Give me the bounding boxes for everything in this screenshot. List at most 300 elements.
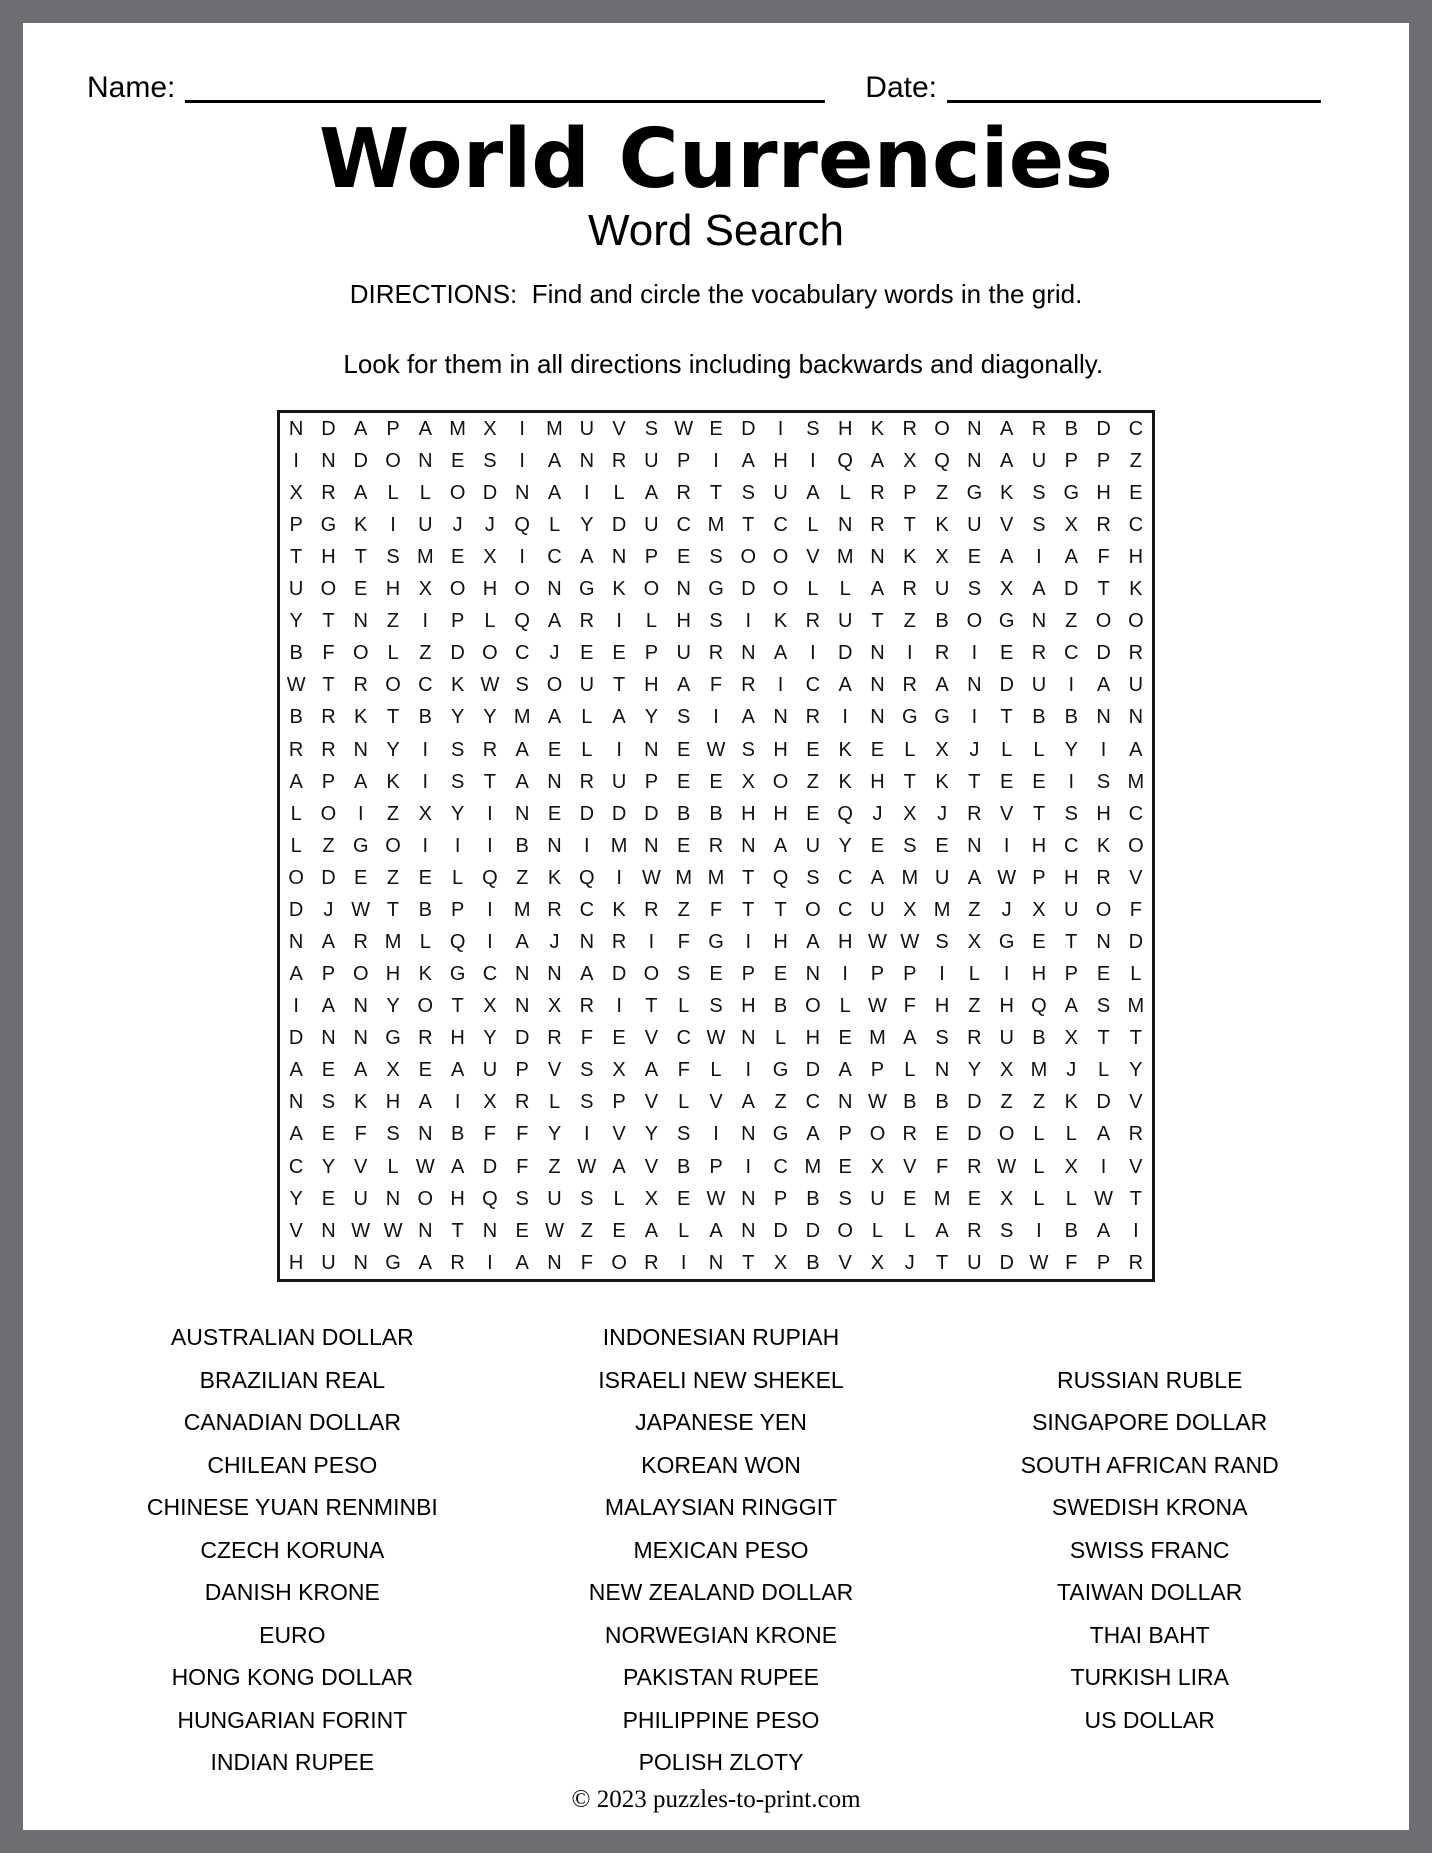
grid-cell: W	[415, 1155, 435, 1178]
grid-cell: Z	[968, 898, 981, 921]
word-item: SWISS FRANC	[1069, 1536, 1230, 1563]
grid-cell: D	[321, 866, 336, 889]
grid-cell: C	[805, 674, 821, 697]
grid-cell: P	[644, 770, 659, 793]
grid-cell: X	[418, 802, 432, 825]
grid-cell: U	[967, 1251, 982, 1274]
grid-cell: R	[579, 995, 595, 1018]
grid-cell: O	[837, 1219, 853, 1242]
grid-cell: S	[935, 1027, 949, 1050]
grid-cell: N	[353, 995, 368, 1018]
grid-cell: T	[742, 898, 755, 921]
grid-cell: I	[713, 1123, 719, 1146]
grid-cell: D	[482, 1155, 498, 1178]
grid-cell: B	[677, 1155, 691, 1178]
grid-cell: I	[842, 963, 848, 986]
grid-cell: E	[612, 1027, 626, 1050]
grid-cell: T	[709, 481, 723, 504]
grid-cell: A	[547, 481, 562, 504]
grid-cell: P	[321, 963, 336, 986]
grid-cell: Y	[580, 514, 594, 537]
grid-cell: I	[487, 834, 493, 857]
grid-cell: L	[710, 1059, 722, 1082]
grid-cell: W	[1029, 1251, 1049, 1274]
grid-cell: N	[837, 1091, 853, 1114]
grid-cell: R	[611, 449, 627, 472]
grid-cell: I	[1036, 1219, 1042, 1242]
grid-cell: A	[644, 1219, 659, 1242]
grid-cell: Z	[903, 610, 916, 633]
grid-cell: F	[677, 1059, 690, 1082]
grid-cell: A	[644, 1059, 659, 1082]
grid-cell: F	[677, 930, 690, 953]
grid-cell: L	[1130, 963, 1142, 986]
grid-cell: U	[999, 1027, 1014, 1050]
grid-cell: N	[870, 674, 885, 697]
grid-cell: C	[773, 1155, 788, 1178]
grid-cell: C	[288, 1155, 304, 1178]
word-item: THAI BAHT	[1089, 1621, 1210, 1648]
grid-cell: Y	[450, 706, 465, 729]
grid-cell: W	[641, 866, 661, 889]
grid-cell: F	[516, 1123, 529, 1146]
grid-cell: X	[935, 546, 949, 569]
grid-cell: N	[288, 930, 304, 953]
grid-cell: X	[999, 1059, 1014, 1082]
grid-cell: I	[939, 963, 945, 986]
grid-cell: X	[644, 1187, 659, 1210]
grid-cell: A	[354, 481, 368, 504]
grid-cell: N	[547, 770, 562, 793]
grid-cell: I	[1036, 546, 1042, 569]
grid-cell: L	[807, 514, 819, 537]
grid-cell: O	[869, 1123, 886, 1146]
grid-cell: N	[773, 706, 788, 729]
grid-cell: K	[354, 706, 368, 729]
grid-cell: H	[837, 417, 853, 440]
grid-cell: T	[1097, 1027, 1110, 1050]
word-item: NEW ZEALAND DOLLAR	[588, 1579, 854, 1606]
grid-cell: N	[741, 1027, 756, 1050]
grid-cell: I	[519, 449, 525, 472]
grid-cell: Z	[677, 898, 690, 921]
grid-cell: I	[971, 642, 978, 665]
grid-cell: S	[709, 995, 723, 1018]
grid-cell: O	[805, 898, 821, 921]
directions-line-2: Look for them in all directions including backwards and diagonally.	[343, 349, 1104, 380]
grid-cell: A	[450, 1155, 465, 1178]
grid-cell: E	[677, 770, 691, 793]
grid-cell: M	[416, 546, 434, 569]
grid-cell: E	[547, 738, 562, 761]
grid-cell: J	[549, 642, 560, 665]
name-label: Name:	[87, 71, 176, 104]
grid-cell: H	[773, 449, 788, 472]
grid-cell: N	[741, 1219, 756, 1242]
grid-cell: U	[805, 834, 821, 857]
grid-cell: T	[386, 898, 400, 921]
grid-cell: U	[870, 898, 885, 921]
grid-cell: P	[903, 963, 917, 986]
grid-cell: H	[482, 578, 498, 601]
word-list-column-2	[507, 1316, 936, 1784]
grid-cell: K	[773, 610, 788, 633]
grid-cell: E	[870, 834, 885, 857]
grid-cell: L	[387, 642, 399, 665]
grid-cell: P	[321, 770, 336, 793]
grid-cell: P	[1064, 449, 1078, 472]
grid-cell: L	[678, 1091, 690, 1114]
grid-cell: A	[999, 417, 1014, 440]
grid-cell: S	[741, 738, 755, 761]
grid-cell: L	[1065, 1187, 1077, 1210]
grid-cell: B	[418, 706, 432, 729]
grid-cell: E	[903, 1187, 917, 1210]
grid-cell: E	[935, 1123, 949, 1146]
grid-cell: S	[806, 866, 820, 889]
grid-cell: O	[1095, 610, 1112, 633]
grid-cell: N	[514, 963, 530, 986]
grid-cell: L	[678, 995, 690, 1018]
grid-cell: W	[706, 1187, 726, 1210]
grid-cell: I	[842, 706, 848, 729]
grid-cell: F	[1065, 1251, 1078, 1274]
grid-cell: Z	[968, 995, 981, 1018]
grid-cell: X	[289, 481, 303, 504]
grid-cell: H	[773, 930, 788, 953]
grid-cell: P	[644, 546, 659, 569]
grid-cell: E	[321, 1123, 336, 1146]
grid-cell: N	[805, 963, 821, 986]
grid-cell: F	[354, 1123, 367, 1146]
grid-cell: D	[805, 1059, 821, 1082]
date-label: Date:	[865, 71, 937, 104]
grid-cell: J	[872, 802, 883, 825]
grid-cell: Z	[1032, 1091, 1046, 1114]
grid-cell: M	[707, 514, 725, 537]
grid-cell: V	[644, 1091, 659, 1114]
grid-cell: R	[676, 481, 691, 504]
grid-cell: A	[903, 1027, 917, 1050]
grid-cell: N	[353, 610, 368, 633]
grid-cell: H	[870, 770, 885, 793]
grid-cell: Q	[579, 866, 595, 889]
grid-cell: L	[1033, 1123, 1045, 1146]
grid-cell: Y	[450, 802, 465, 825]
grid-cell: A	[580, 963, 594, 986]
grid-cell: W	[286, 674, 306, 697]
grid-cell: E	[677, 546, 691, 569]
grid-cell: O	[772, 546, 789, 569]
grid-cell: A	[321, 930, 336, 953]
grid-cell: D	[353, 449, 368, 472]
grid-cell: K	[903, 546, 917, 569]
grid-cell: D	[741, 578, 756, 601]
grid-cell: A	[773, 642, 788, 665]
grid-cell: J	[937, 802, 948, 825]
word-item: INDIAN RUPEE	[210, 1749, 375, 1776]
grid-cell: Z	[419, 642, 432, 665]
grid-cell: R	[902, 417, 917, 440]
grid-cell: I	[487, 930, 493, 953]
grid-cell: B	[1064, 1219, 1078, 1242]
grid-cell: B	[935, 1091, 949, 1114]
grid-cell: L	[613, 481, 625, 504]
word-item: DANISH KRONE	[204, 1579, 380, 1606]
grid-cell: N	[385, 1187, 401, 1210]
grid-cell: N	[514, 802, 530, 825]
grid-cell: E	[677, 1187, 691, 1210]
word-item: RUSSIAN RUBLE	[1057, 1366, 1243, 1393]
grid-cell: E	[580, 642, 594, 665]
grid-cell: O	[805, 995, 821, 1018]
grid-cell: T	[322, 674, 335, 697]
grid-cell: I	[422, 834, 429, 857]
grid-cell: U	[611, 770, 627, 793]
grid-cell: B	[1032, 1027, 1046, 1050]
grid-cell: O	[320, 578, 337, 601]
grid-cell: P	[870, 963, 885, 986]
grid-cell: R	[708, 642, 724, 665]
grid-cell: E	[547, 802, 562, 825]
grid-cell: V	[709, 1091, 723, 1114]
grid-cell: S	[386, 1123, 400, 1146]
grid-cell: D	[1064, 578, 1079, 601]
word-item: SWEDISH KRONA	[1051, 1494, 1248, 1521]
grid-cell: V	[903, 1155, 917, 1178]
grid-cell: T	[451, 995, 464, 1018]
grid-cell: Y	[967, 1059, 982, 1082]
grid-cell: X	[483, 417, 497, 440]
grid-cell: S	[450, 738, 465, 761]
grid-cell: X	[1064, 1155, 1078, 1178]
grid-cell: N	[514, 481, 530, 504]
grid-cell: U	[934, 866, 950, 889]
grid-cell: C	[514, 642, 530, 665]
grid-cell: X	[418, 578, 432, 601]
grid-cell: N	[353, 1251, 368, 1274]
grid-cell: Y	[644, 706, 659, 729]
grid-cell: X	[483, 546, 497, 569]
grid-cell: U	[547, 1187, 562, 1210]
grid-cell: A	[547, 706, 562, 729]
grid-cell: Z	[1065, 610, 1078, 633]
grid-cell: E	[321, 1187, 336, 1210]
grid-cell: S	[677, 963, 691, 986]
grid-cell: P	[773, 1187, 788, 1210]
grid-cell: L	[871, 1219, 884, 1242]
grid-cell: B	[1032, 706, 1046, 729]
grid-cell: X	[741, 770, 755, 793]
grid-cell: I	[519, 546, 525, 569]
grid-cell: N	[288, 417, 304, 440]
grid-cell: Y	[483, 706, 497, 729]
grid-cell: F	[1097, 546, 1110, 569]
grid-cell: V	[612, 417, 626, 440]
grid-cell: A	[1064, 995, 1078, 1018]
grid-cell: K	[547, 866, 562, 889]
grid-cell: Y	[547, 1123, 562, 1146]
grid-cell: J	[1001, 898, 1012, 921]
word-item: ISRAELI NEW SHEKEL	[598, 1366, 844, 1393]
grid-cell: A	[289, 963, 303, 986]
grid-cell: T	[612, 674, 626, 697]
grid-cell: O	[1095, 898, 1112, 921]
grid-cell: L	[387, 481, 399, 504]
grid-cell: K	[999, 481, 1014, 504]
grid-cell: P	[386, 417, 400, 440]
grid-cell: S	[450, 770, 465, 793]
grid-cell: A	[870, 866, 885, 889]
grid-cell: Z	[774, 1091, 787, 1114]
grid-cell: P	[903, 481, 917, 504]
grid-cell: B	[289, 642, 303, 665]
grid-cell: K	[935, 514, 949, 537]
grid-cell: S	[386, 546, 400, 569]
word-item: TAIWAN DOLLAR	[1057, 1579, 1243, 1606]
grid-cell: Q	[1031, 995, 1047, 1018]
grid-cell: I	[1003, 834, 1010, 857]
grid-cell: M	[513, 706, 531, 729]
grid-cell: L	[581, 706, 593, 729]
grid-cell: B	[289, 706, 303, 729]
grid-cell: R	[870, 481, 885, 504]
word-item: NORWEGIAN KRONE	[604, 1621, 838, 1648]
grid-cell: R	[805, 610, 821, 633]
grid-cell: K	[612, 898, 626, 921]
grid-cell: C	[837, 866, 853, 889]
grid-cell: M	[836, 546, 854, 569]
grid-cell: I	[519, 417, 525, 440]
word-item: SINGAPORE DOLLAR	[1032, 1409, 1268, 1436]
grid-cell: H	[321, 546, 336, 569]
grid-cell: H	[1031, 834, 1047, 857]
grid-cell: N	[288, 1091, 304, 1114]
grid-cell: L	[290, 834, 302, 857]
grid-cell: E	[967, 546, 982, 569]
grid-cell: H	[934, 995, 950, 1018]
grid-cell: I	[745, 1059, 752, 1082]
grid-cell: U	[482, 1059, 498, 1082]
grid-cell: I	[1100, 738, 1107, 761]
grid-cell: X	[1032, 898, 1046, 921]
word-item: HONG KONG DOLLAR	[171, 1664, 414, 1691]
grid-cell: G	[772, 1123, 789, 1146]
grid-cell: C	[837, 898, 853, 921]
grid-cell: T	[968, 770, 981, 793]
grid-cell: O	[643, 578, 660, 601]
grid-cell: T	[483, 770, 497, 793]
word-list-column-1	[78, 1316, 507, 1784]
grid-cell: D	[1096, 1091, 1111, 1114]
grid-cell: A	[354, 770, 368, 793]
grid-cell: A	[354, 417, 368, 440]
grid-cell: S	[999, 1219, 1014, 1242]
grid-cell: V	[1129, 866, 1143, 889]
grid-cell: L	[484, 610, 496, 633]
grid-cell: T	[451, 1219, 464, 1242]
grid-cell: R	[644, 1251, 659, 1274]
grid-cell: T	[1129, 1187, 1142, 1210]
directions	[23, 277, 1409, 382]
grid-cell: I	[745, 610, 752, 633]
word-list-column-3	[935, 1316, 1364, 1784]
grid-cell: G	[772, 1059, 789, 1082]
word-item: JAPANESE YEN	[635, 1409, 807, 1436]
grid-cell: A	[547, 610, 562, 633]
grid-cell: A	[709, 1219, 723, 1242]
grid-cell: O	[385, 449, 401, 472]
grid-cell: C	[676, 1027, 691, 1050]
grid-cell: V	[547, 1059, 562, 1082]
grid-cell: N	[967, 449, 982, 472]
grid-cell: N	[967, 417, 982, 440]
grid-cell: I	[454, 834, 461, 857]
grid-cell: E	[1129, 481, 1143, 504]
grid-cell: U	[1128, 674, 1144, 697]
grid-cell: P	[612, 1091, 626, 1114]
grid-cell: X	[999, 578, 1014, 601]
grid-cell: I	[810, 449, 816, 472]
grid-cell: V	[999, 514, 1014, 537]
grid-cell: G	[934, 706, 950, 729]
grid-cell: A	[1032, 578, 1046, 601]
grid-cell: D	[967, 1123, 982, 1146]
grid-cell: N	[644, 738, 659, 761]
grid-cell: R	[967, 802, 982, 825]
grid-cell: F	[903, 995, 916, 1018]
grid-cell: C	[1064, 642, 1079, 665]
grid-cell: I	[713, 706, 719, 729]
grid-cell: R	[1031, 642, 1047, 665]
grid-cell: D	[773, 1219, 788, 1242]
grid-cell: J	[484, 514, 495, 537]
word-item: SOUTH AFRICAN RAND	[1020, 1451, 1279, 1478]
grid-cell: U	[870, 1187, 885, 1210]
grid-cell: I	[713, 449, 719, 472]
grid-cell: S	[935, 930, 949, 953]
grid-cell: L	[1001, 738, 1013, 761]
grid-cell: M	[869, 1027, 886, 1050]
grid-cell: P	[677, 449, 691, 472]
grid-cell: S	[1032, 481, 1046, 504]
grid-cell: D	[288, 898, 304, 921]
grid-cell: U	[1064, 898, 1079, 921]
header-row	[87, 73, 1321, 103]
grid-cell: U	[353, 1187, 368, 1210]
grid-cell: P	[515, 1059, 529, 1082]
grid-cell: Q	[772, 866, 789, 889]
grid-cell: D	[611, 802, 627, 825]
grid-cell: T	[935, 1251, 949, 1274]
grid-cell: J	[549, 930, 560, 953]
grid-cell: Z	[386, 866, 400, 889]
grid-cell: Y	[321, 1155, 336, 1178]
grid-cell: C	[1128, 802, 1144, 825]
grid-cell: N	[547, 1251, 562, 1274]
grid-cell: Q	[449, 930, 466, 953]
grid-cell: R	[1031, 417, 1047, 440]
grid-cell: R	[514, 1091, 530, 1114]
grid-cell: U	[1031, 449, 1047, 472]
grid-cell: M	[1127, 770, 1145, 793]
grid-cell: N	[741, 1187, 756, 1210]
grid-cell: C	[547, 546, 562, 569]
grid-cell: N	[934, 1059, 950, 1082]
grid-cell: V	[644, 1027, 659, 1050]
grid-cell: U	[321, 1251, 336, 1274]
grid-cell: I	[1068, 674, 1075, 697]
